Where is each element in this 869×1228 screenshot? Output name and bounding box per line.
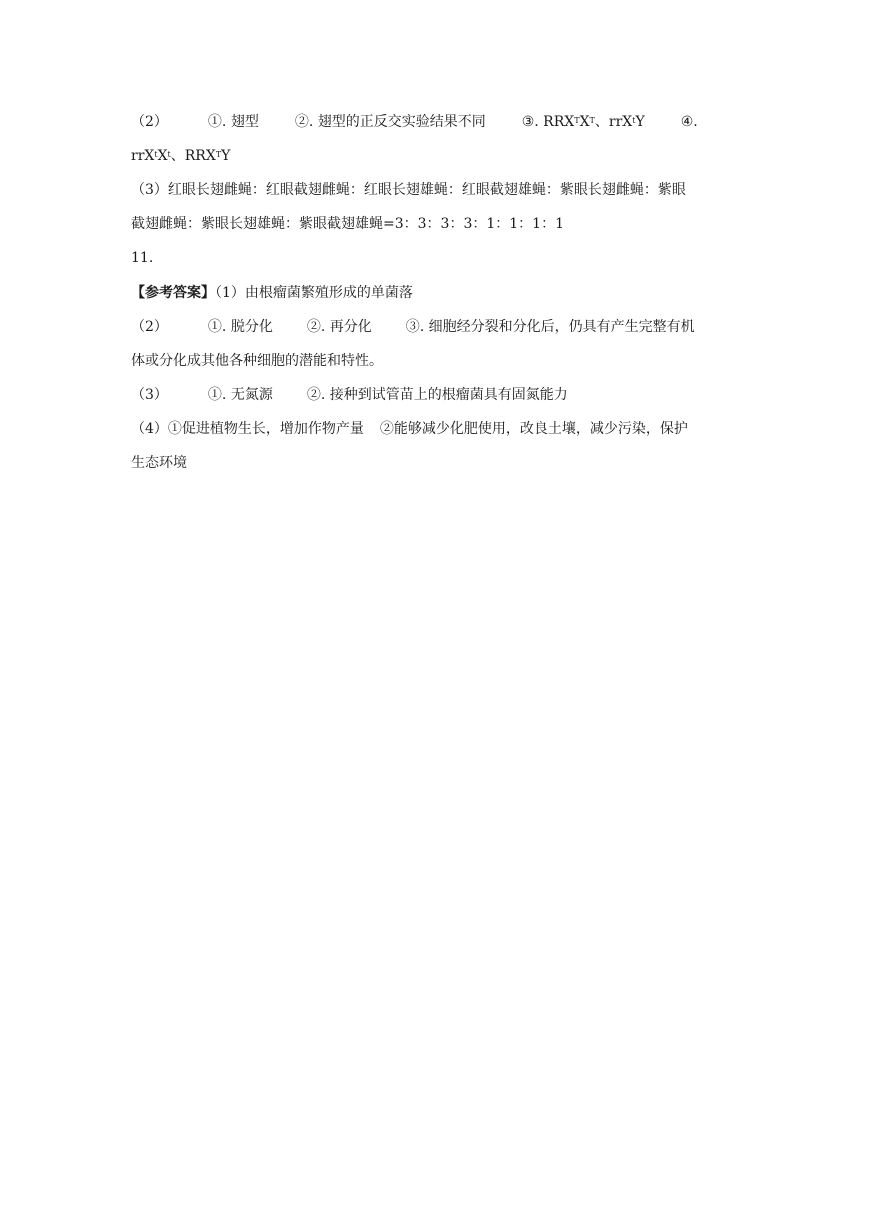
q11-part4-line1 <box>131 418 741 440</box>
q10-part2-line2 <box>131 145 741 167</box>
q10-part2-line1 <box>131 111 741 133</box>
q11-part3 <box>131 384 741 406</box>
q11-part4-answer2: ②能够减少化肥使用，改良土壤，减少污染，保护 <box>379 421 688 437</box>
q11-part2-answer2: ②. 再分化 <box>306 319 372 335</box>
q11-part1-text: （1）由根瘤菌繁殖形成的单菌落 <box>215 285 413 301</box>
q10-part3-line2: 截翅雌蝇：紫眼长翅雄蝇：紫眼截翅雄蝇=3：3：3：3：1：1：1：1 <box>131 216 564 232</box>
q11-part3-label: （3） <box>131 387 168 403</box>
q10-part2-answer3: ③. $RRX^TX^T$、rrX$^t$Y <box>521 114 645 130</box>
q11-part2-label: （2） <box>131 319 168 335</box>
q11-part2-answer3: ③. 细胞经分裂和分化后，仍具有产生完整有机 <box>405 319 695 335</box>
q11-part4-line2: 生态环境 <box>131 455 187 471</box>
q10-part2-answer2: ②. 翅型的正反交实验结果不同 <box>294 114 486 130</box>
q10-part2-answer4: $rrX^tX^t$、$RRX^TY$ <box>131 148 231 164</box>
q11-part3-answer2: ②. 接种到试管苗上的根瘤菌具有固氮能力 <box>306 387 568 403</box>
q11-part4-answer1: （4）①促进植物生长，增加作物产量 <box>131 421 364 437</box>
q10-part2-answer4-label: ④. <box>680 114 698 130</box>
q11-part2-line1 <box>131 316 741 338</box>
q11-part3-answer1: ①. 无氮源 <box>207 387 273 403</box>
q11-part1 <box>131 282 741 304</box>
q11-number: 11. <box>131 250 154 266</box>
q10-part2-answer1: ①. 翅型 <box>207 114 259 130</box>
q10-part3-line1: （3）红眼长翅雌蝇：红眼截翅雌蝇：红眼长翅雄蝇：红眼截翅雄蝇：紫眼长翅雌蝇：紫眼 <box>131 182 686 198</box>
q10-part2-label: （2） <box>131 114 168 130</box>
answer-label: 【参考答案】 <box>131 285 215 301</box>
q11-part2-answer1: ①. 脱分化 <box>207 319 273 335</box>
q11-part2-line2: 体或分化成其他各种细胞的潜能和特性。 <box>131 353 383 369</box>
